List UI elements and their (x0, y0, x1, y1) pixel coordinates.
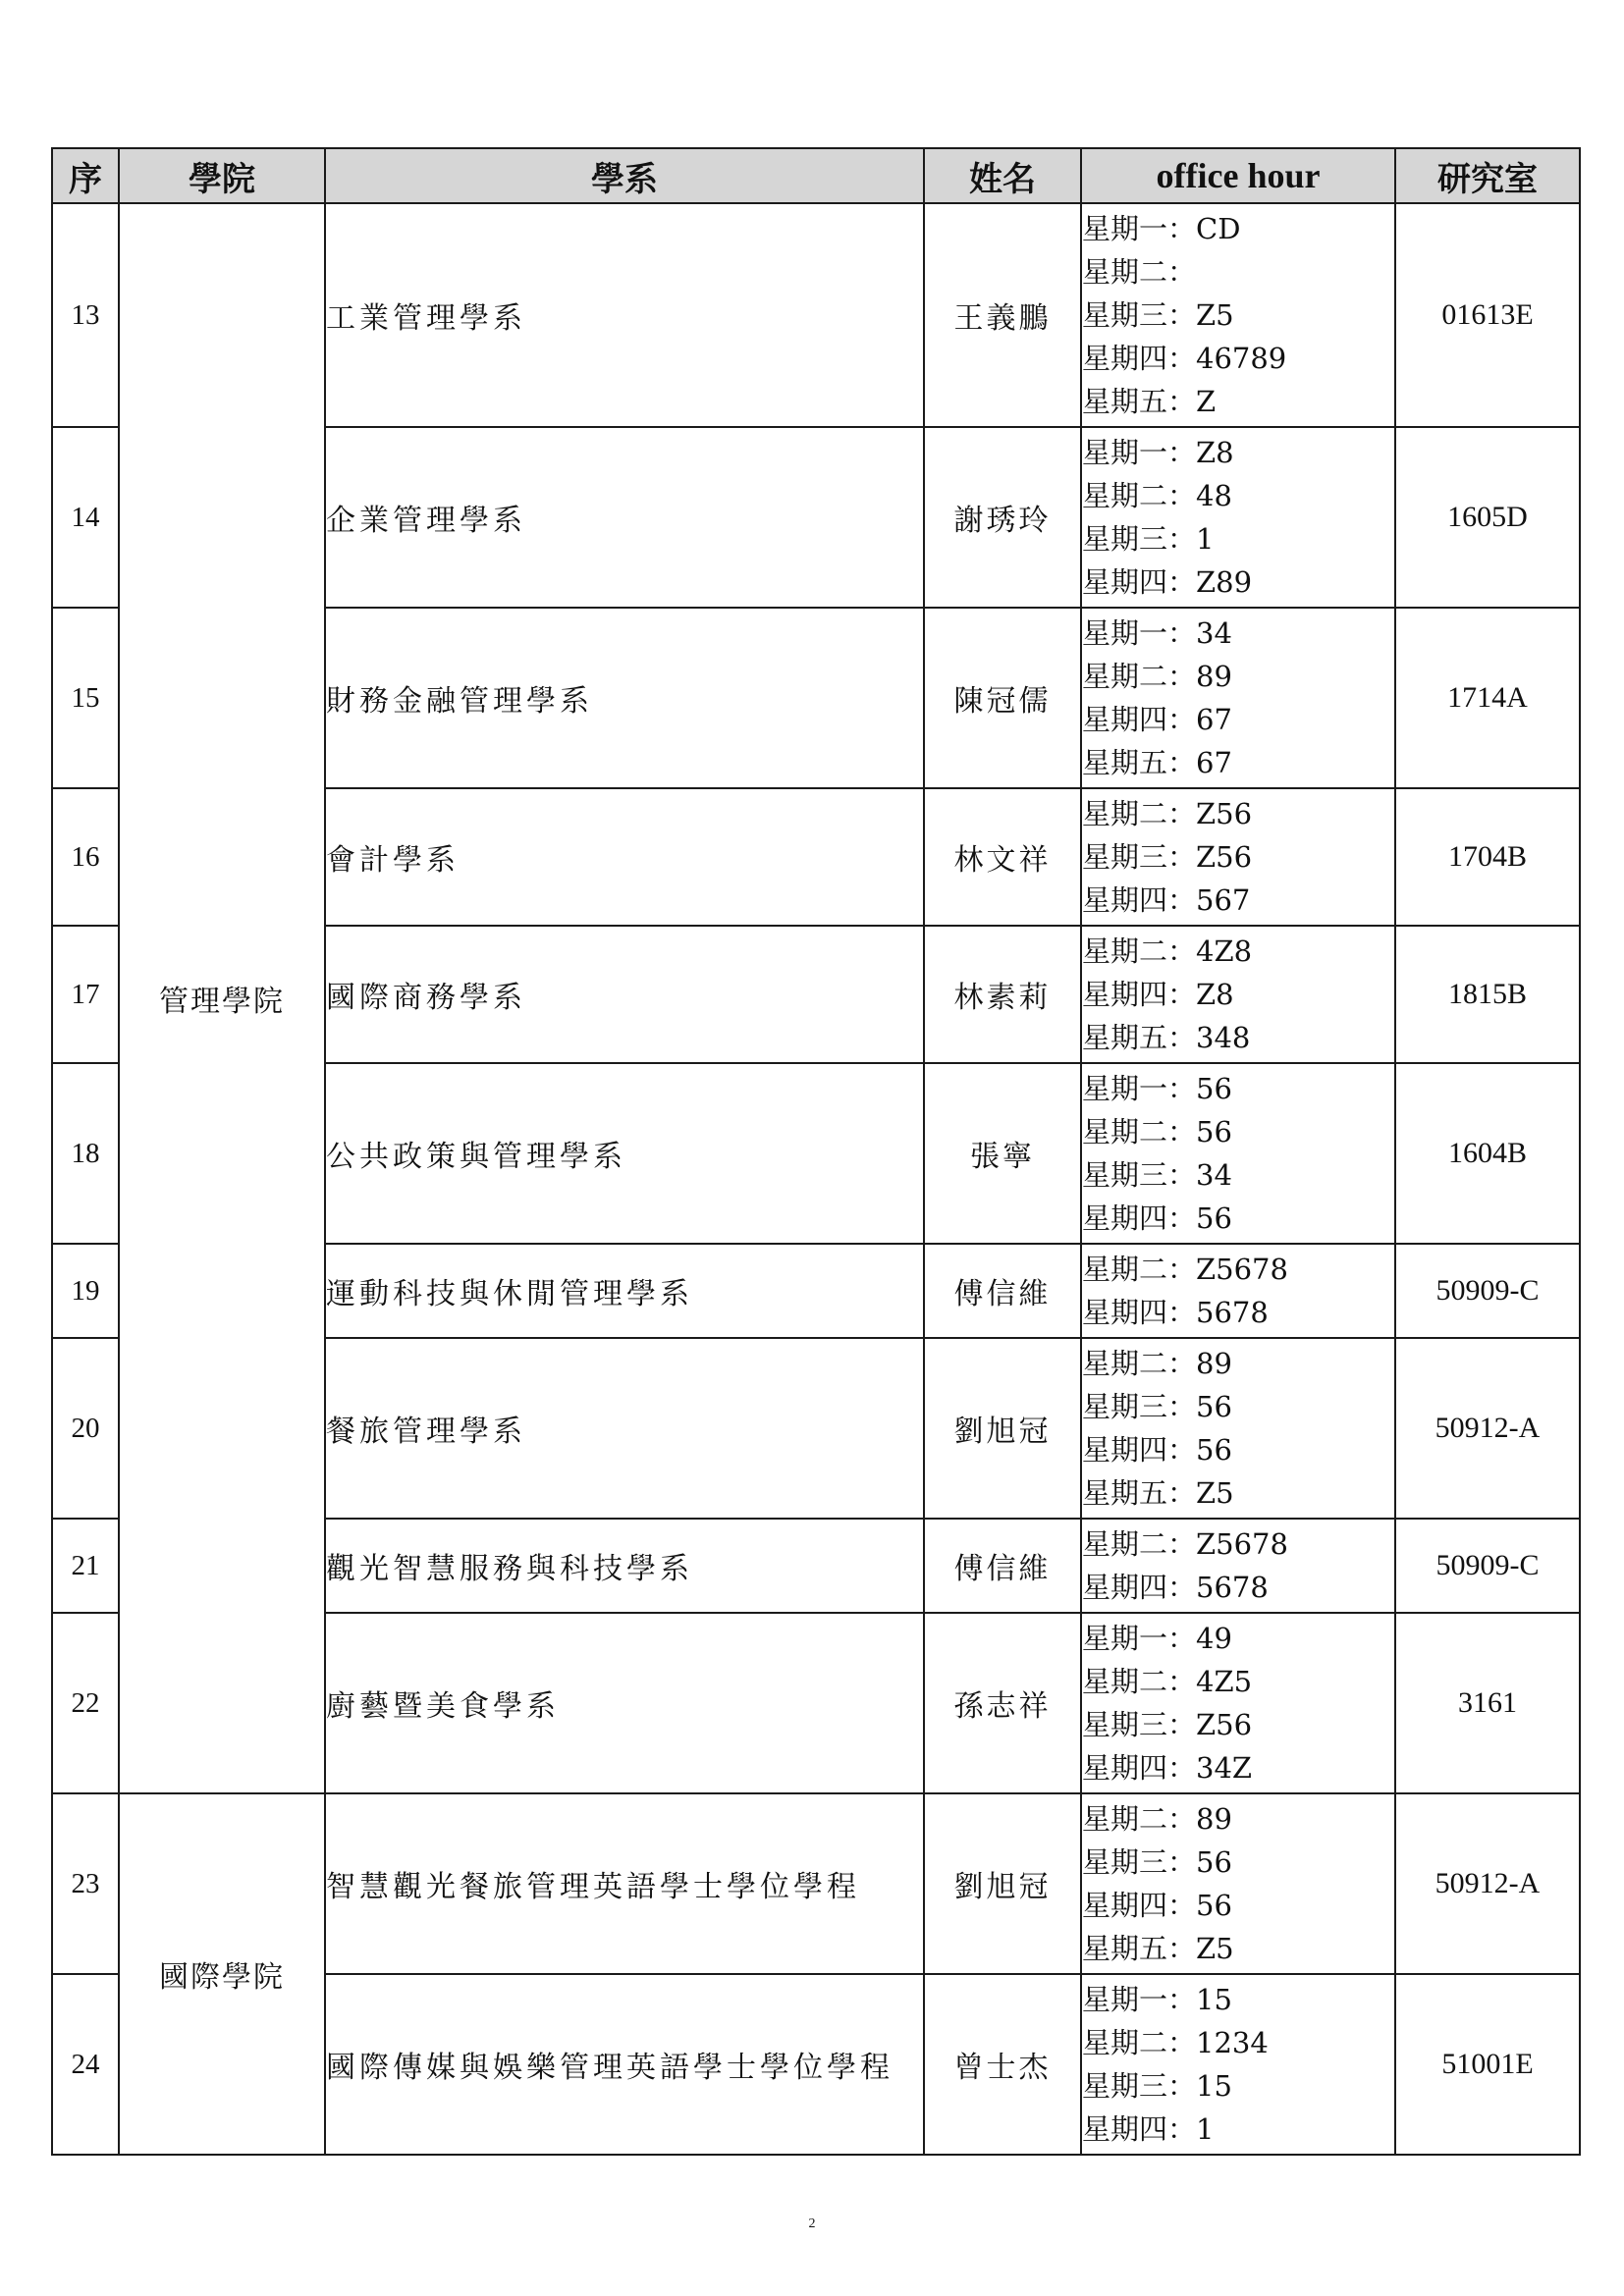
seq-cell: 20 (52, 1338, 119, 1519)
room-cell: 50912-A (1395, 1338, 1580, 1519)
name-cell: 林文祥 (924, 788, 1081, 926)
office-hour-cell (1081, 1613, 1395, 1793)
office-hour-cell (1081, 1244, 1395, 1338)
office-hour-line: 星期二：Z5678 (1082, 1527, 1288, 1561)
office-hour-cell (1081, 608, 1395, 788)
name-cell: 曾士杰 (924, 1974, 1081, 2155)
department-cell: 工業管理學系 (325, 203, 924, 427)
header-dept: 學系 (325, 148, 924, 203)
office-hour-line: 星期四：5678 (1082, 1296, 1269, 1329)
office-hour-line: 星期一：34 (1082, 616, 1232, 650)
department-cell: 智慧觀光餐旅管理英語學士學位學程 (325, 1793, 924, 1974)
office-hour-line: 星期三：34 (1082, 1158, 1232, 1192)
table-row (52, 203, 1580, 427)
seq-cell: 18 (52, 1063, 119, 1244)
room-cell: 1604B (1395, 1063, 1580, 1244)
room-cell: 1714A (1395, 608, 1580, 788)
office-hour-line: 星期五：Z5 (1082, 1476, 1234, 1510)
room-cell: 50912-A (1395, 1793, 1580, 1974)
office-hour-cell (1081, 926, 1395, 1063)
seq-cell: 14 (52, 427, 119, 608)
office-hour-cell (1081, 788, 1395, 926)
office-hour-line: 星期四：Z89 (1082, 565, 1253, 599)
office-hour-line: 星期二：Z5678 (1082, 1253, 1288, 1286)
office-hour-cell (1081, 427, 1395, 608)
office-hours-table (51, 147, 1581, 2156)
seq-cell: 13 (52, 203, 119, 427)
room-cell: 3161 (1395, 1613, 1580, 1793)
office-hour-cell (1081, 1793, 1395, 1974)
header-name: 姓名 (924, 148, 1081, 203)
office-hour-line: 星期三：Z56 (1082, 840, 1253, 874)
college-cell: 管理學院 (119, 203, 325, 1793)
office-hour-line: 星期一：49 (1082, 1622, 1232, 1655)
office-hour-line: 星期二：89 (1082, 1802, 1232, 1836)
office-hour-cell (1081, 1519, 1395, 1613)
office-hour-line: 星期二：Z56 (1082, 797, 1253, 830)
office-hour-line: 星期四：56 (1082, 1201, 1232, 1235)
office-hour-line: 星期二： (1082, 255, 1197, 289)
office-hour-line: 星期四：46789 (1082, 342, 1287, 375)
seq-cell: 23 (52, 1793, 119, 1974)
department-cell: 企業管理學系 (325, 427, 924, 608)
name-cell: 張寧 (924, 1063, 1081, 1244)
office-hour-cell (1081, 1974, 1395, 2155)
office-hour-line: 星期二：89 (1082, 1347, 1232, 1380)
office-hour-line: 星期四：1 (1082, 2112, 1215, 2146)
office-hour-line: 星期五：67 (1082, 746, 1232, 779)
page-number: 2 (808, 2216, 816, 2231)
office-hour-line: 星期四：5678 (1082, 1571, 1269, 1604)
room-cell: 51001E (1395, 1974, 1580, 2155)
office-hour-line: 星期四：567 (1082, 883, 1251, 917)
office-hour-line: 星期一：CD (1082, 212, 1241, 245)
department-cell: 運動科技與休閒管理學系 (325, 1244, 924, 1338)
name-cell: 劉旭冠 (924, 1338, 1081, 1519)
office-hour-line: 星期三：Z5 (1082, 298, 1234, 332)
office-hour-line: 星期一：Z8 (1082, 436, 1234, 469)
room-cell: 1815B (1395, 926, 1580, 1063)
seq-cell: 17 (52, 926, 119, 1063)
seq-cell: 21 (52, 1519, 119, 1613)
office-hour-line: 星期四：34Z (1082, 1751, 1253, 1785)
college-cell: 國際學院 (119, 1793, 325, 2155)
department-cell: 國際傳媒與娛樂管理英語學士學位學程 (325, 1974, 924, 2155)
department-cell: 廚藝暨美食學系 (325, 1613, 924, 1793)
office-hour-line: 星期五：348 (1082, 1021, 1251, 1054)
room-cell: 1704B (1395, 788, 1580, 926)
table-header-row (52, 148, 1580, 203)
department-cell: 財務金融管理學系 (325, 608, 924, 788)
name-cell: 陳冠儒 (924, 608, 1081, 788)
room-cell: 50909-C (1395, 1244, 1580, 1338)
office-hour-line: 星期四：Z8 (1082, 978, 1234, 1011)
office-hour-cell (1081, 1063, 1395, 1244)
office-hour-line: 星期二：89 (1082, 660, 1232, 693)
department-cell: 公共政策與管理學系 (325, 1063, 924, 1244)
department-cell: 會計學系 (325, 788, 924, 926)
table-body (52, 203, 1580, 2155)
room-cell: 01613E (1395, 203, 1580, 427)
office-hour-line: 星期一：56 (1082, 1072, 1232, 1105)
office-hour-line: 星期五：Z5 (1082, 1932, 1234, 1965)
header-room: 研究室 (1395, 148, 1580, 203)
office-hour-line: 星期三：1 (1082, 522, 1215, 556)
office-hour-line: 星期五：Z (1082, 385, 1217, 418)
office-hour-line: 星期二：48 (1082, 479, 1232, 512)
office-hour-line: 星期四：56 (1082, 1433, 1232, 1467)
name-cell: 傅信維 (924, 1244, 1081, 1338)
header-office-hour: office hour (1081, 148, 1395, 203)
seq-cell: 19 (52, 1244, 119, 1338)
office-hour-line: 星期三：Z56 (1082, 1708, 1253, 1741)
header-college: 學院 (119, 148, 325, 203)
name-cell: 孫志祥 (924, 1613, 1081, 1793)
room-cell: 50909-C (1395, 1519, 1580, 1613)
header-seq: 序 (52, 148, 119, 203)
name-cell: 王義鵬 (924, 203, 1081, 427)
name-cell: 謝琇玲 (924, 427, 1081, 608)
office-hour-line: 星期三：56 (1082, 1845, 1232, 1879)
seq-cell: 15 (52, 608, 119, 788)
office-hour-line: 星期一：15 (1082, 1983, 1232, 2016)
office-hour-line: 星期二：1234 (1082, 2026, 1269, 2059)
name-cell: 劉旭冠 (924, 1793, 1081, 1974)
name-cell: 傅信維 (924, 1519, 1081, 1613)
office-hour-line: 星期二：4Z8 (1082, 934, 1253, 968)
room-cell: 1605D (1395, 427, 1580, 608)
office-hour-line: 星期二：56 (1082, 1115, 1232, 1148)
office-hour-line: 星期三：15 (1082, 2069, 1232, 2103)
seq-cell: 22 (52, 1613, 119, 1793)
office-hour-line: 星期四：56 (1082, 1889, 1232, 1922)
office-hour-cell (1081, 203, 1395, 427)
department-cell: 觀光智慧服務與科技學系 (325, 1519, 924, 1613)
name-cell: 林素莉 (924, 926, 1081, 1063)
department-cell: 餐旅管理學系 (325, 1338, 924, 1519)
office-hour-line: 星期二：4Z5 (1082, 1665, 1253, 1698)
department-cell: 國際商務學系 (325, 926, 924, 1063)
office-hour-cell (1081, 1338, 1395, 1519)
seq-cell: 16 (52, 788, 119, 926)
seq-cell: 24 (52, 1974, 119, 2155)
office-hour-line: 星期三：56 (1082, 1390, 1232, 1423)
office-hour-line: 星期四：67 (1082, 703, 1232, 736)
table-row (52, 1793, 1580, 1974)
